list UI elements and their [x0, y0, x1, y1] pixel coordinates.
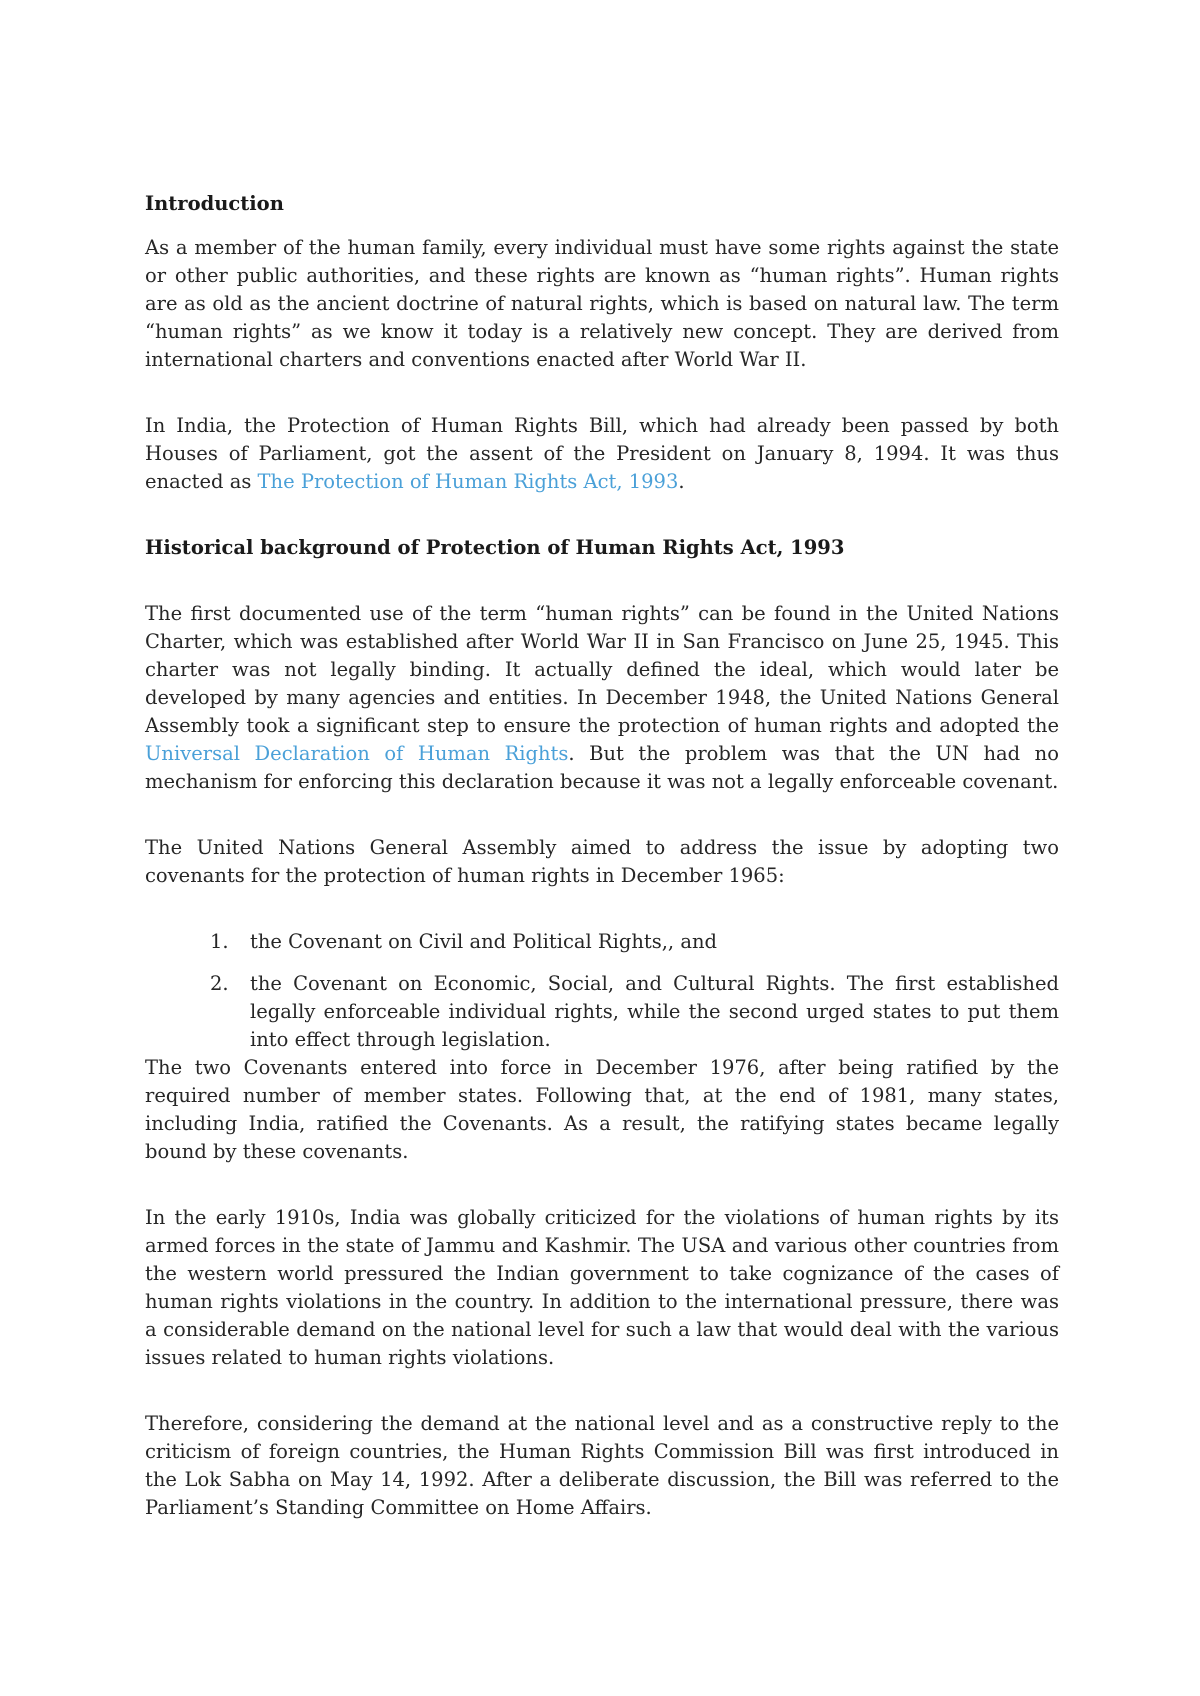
covenants-list	[145, 928, 1059, 1054]
list-item-number: 2.	[210, 972, 229, 995]
list-item	[210, 928, 1059, 956]
list-item	[210, 970, 1059, 1054]
history-paragraph-2: The United Nations General Assembly aimed to address the issue by adopting two covenants for the protection of human rights in December 1965:	[145, 836, 1059, 887]
history-paragraph-3: The two Covenants entered into force in December 1976, after being ratified by the required number of member states. Following that, at the end of 1981, many states, including India, ratified the Covenants. As a result, the ratifying states became legally bound by these covenants.	[145, 1056, 1059, 1163]
history-paragraph-4: In the early 1910s, India was globally criticized for the violations of human rights by its armed forces in the state of Jammu and Kashmir. The USA and various other countries from the western world pressured the Indian government to take cognizance of the cases of human rights violations in the country. In addition to the international pressure, there was a considerable demand on the national level for such a law that would deal with the various issues related to human rights violations.	[145, 1206, 1059, 1369]
introduction-paragraph-2-end: .	[678, 470, 685, 493]
introduction-paragraph-2	[145, 412, 1059, 496]
universal-declaration-link[interactable]: Universal Declaration of Human Rights	[145, 742, 569, 765]
protection-of-human-rights-act-link[interactable]: The Protection of Human Rights Act, 1993	[257, 470, 679, 493]
list-item-number: 1.	[210, 930, 229, 953]
history-heading: Historical background of Protection of Human Rights Act, 1993	[145, 536, 845, 559]
list-item-text: the Covenant on Economic, Social, and Cultural Rights. The first established legally enforceable individual rights, while the second urged states to put them into effect through legislation.	[250, 972, 1059, 1051]
introduction-paragraph-1: As a member of the human family, every individual must have some rights against the state or other public authorities, and these rights are known as “human rights”. Human rights are as old as the ancient doctrine of natural rights, which is based on natural law. The term “human rights” as we know it today is a relatively new concept. They are derived from international charters and conventions enacted after World War II.	[145, 236, 1059, 371]
introduction-paragraph-2-text: In India, the Protection of Human Rights Bill, which had already been passed by both Houses of Parliament, got the assent of the President on January 8, 1994. It was thus enacted as	[145, 414, 1059, 493]
history-paragraph-1-text: The first documented use of the term “human rights” can be found in the United Nations Charter, which was established after World War II in San Francisco on June 25, 1945. This charter was not legally binding. It actually defined the ideal, which would later be developed by many agencies and entities. In December 1948, the United Nations General Assembly took a significant step to ensure the protection of human rights and adopted the	[145, 602, 1059, 737]
document-body	[145, 190, 1059, 1522]
introduction-heading: Introduction	[145, 192, 284, 215]
history-paragraph-5: Therefore, considering the demand at the national level and as a constructive reply to the criticism of foreign countries, the Human Rights Commission Bill was first introduced in the Lok Sabha on May 14, 1992. After a deliberate discussion, the Bill was referred to the Parliament’s Standing Committee on Home Affairs.	[145, 1412, 1059, 1519]
list-item-text: the Covenant on Civil and Political Rights,, and	[250, 930, 718, 953]
history-paragraph-1-end: . But the problem was that the UN had no mechanism for enforcing this declaration because it was not a legally enforceable covenant.	[145, 742, 1059, 793]
history-paragraph-1	[145, 600, 1059, 796]
